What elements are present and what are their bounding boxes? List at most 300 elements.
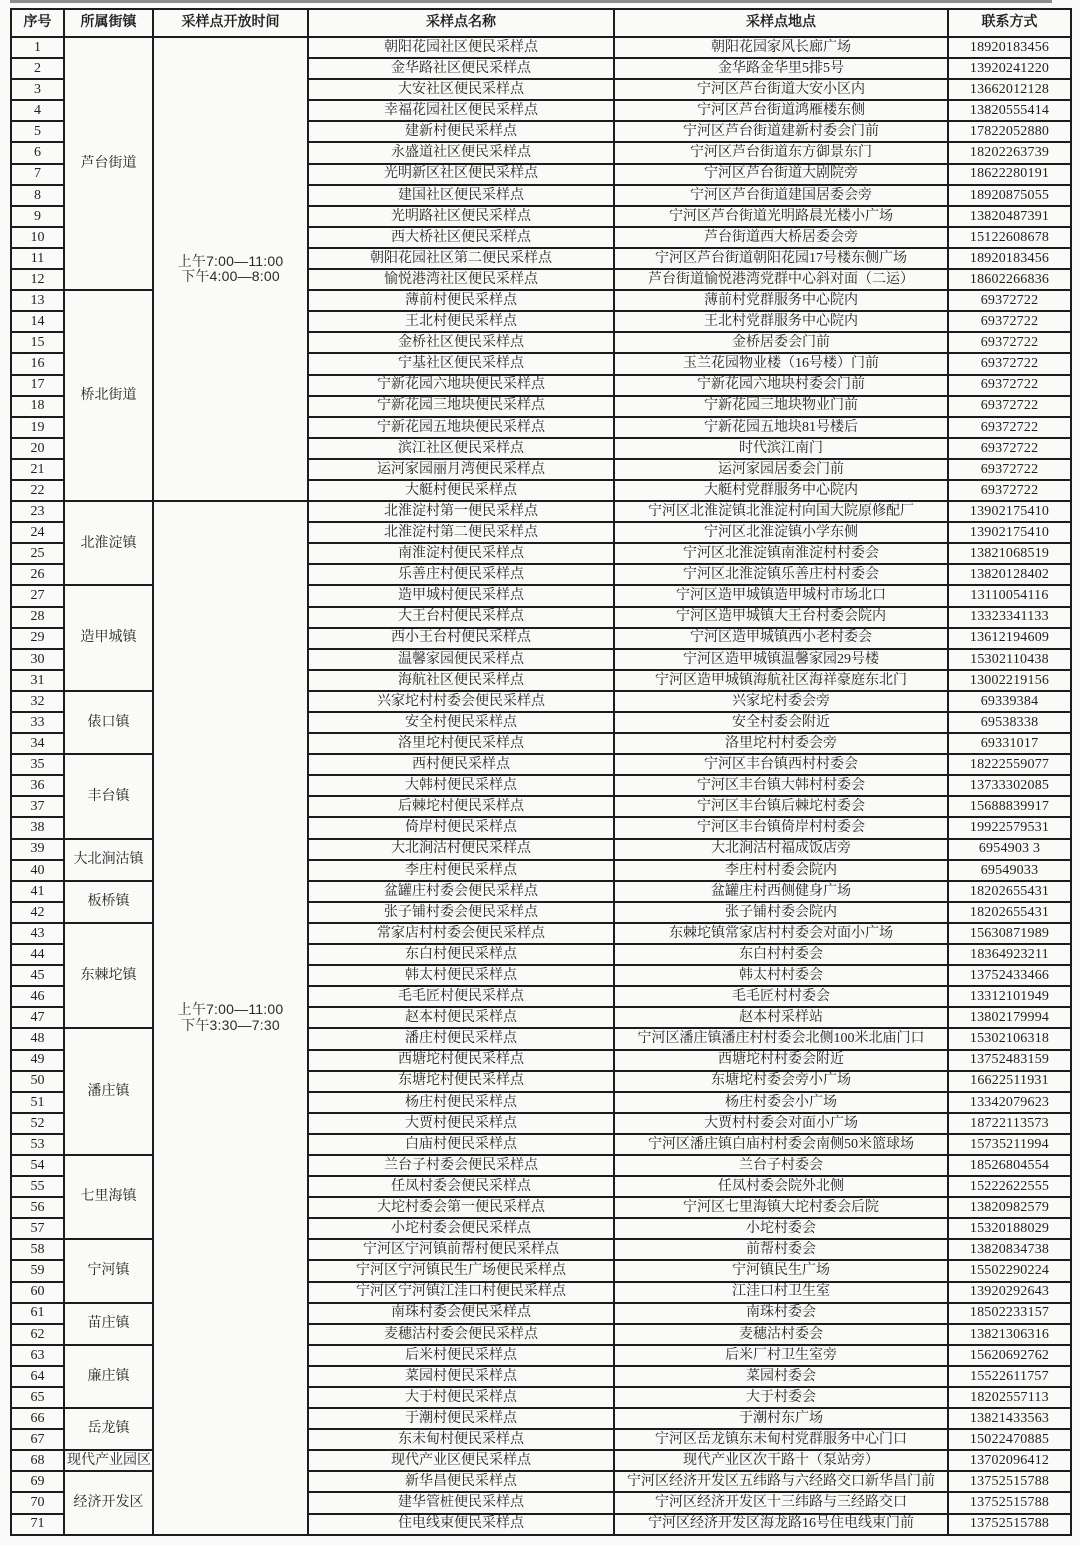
cell-location: 盆罐庄村西侧健身广场 — [614, 881, 948, 902]
cell-phone: 15735211994 — [948, 1134, 1071, 1155]
cell-index: 23 — [11, 501, 64, 522]
cell-site-name: 建新村便民采样点 — [308, 121, 614, 142]
cell-index: 33 — [11, 712, 64, 733]
cell-location: 宁河镇民生广场 — [614, 1260, 948, 1281]
cell-location: 玉兰花园物业楼（16号楼）门前 — [614, 353, 948, 374]
cell-phone: 13920292643 — [948, 1282, 1071, 1303]
cell-town: 芦台街道 — [64, 37, 153, 290]
cell-phone: 13752515788 — [948, 1514, 1071, 1535]
cell-index: 37 — [11, 796, 64, 817]
cell-index: 47 — [11, 1007, 64, 1028]
cell-phone: 15122608678 — [948, 227, 1071, 248]
cell-site-name: 大于村便民采样点 — [308, 1387, 614, 1408]
cell-phone: 18222559077 — [948, 754, 1071, 775]
cell-index: 12 — [11, 269, 64, 290]
cell-index: 28 — [11, 607, 64, 628]
cell-location: 运河家园居委会门前 — [614, 459, 948, 480]
cell-location: 宁河区芦台街道建国居委会旁 — [614, 185, 948, 206]
cell-phone: 18202655431 — [948, 902, 1071, 923]
cell-index: 52 — [11, 1113, 64, 1134]
cell-location: 宁河区造甲城镇海航社区海祥豪庭东北门 — [614, 670, 948, 691]
cell-site-name: 金桥社区便民采样点 — [308, 332, 614, 353]
cell-index: 49 — [11, 1050, 64, 1071]
cell-location: 大北涧沽村福成饭店旁 — [614, 839, 948, 860]
cell-index: 53 — [11, 1134, 64, 1155]
cell-phone: 13752433466 — [948, 965, 1071, 986]
cell-location: 金桥居委会门前 — [614, 332, 948, 353]
cell-site-name: 宁新花园五地块便民采样点 — [308, 417, 614, 438]
cell-phone: 13752515788 — [948, 1471, 1071, 1492]
cell-index: 18 — [11, 396, 64, 417]
cell-site-name: 王北村便民采样点 — [308, 311, 614, 332]
cell-site-name: 南珠村委会便民采样点 — [308, 1303, 614, 1324]
header-open-time: 采样点开放时间 — [153, 9, 308, 37]
cell-phone: 18364923211 — [948, 944, 1071, 965]
cell-phone: 69372722 — [948, 417, 1071, 438]
cell-town: 宁河镇 — [64, 1239, 153, 1302]
cell-site-name: 建国社区便民采样点 — [308, 185, 614, 206]
header-site-name: 采样点名称 — [308, 9, 614, 37]
cell-phone: 13702096412 — [948, 1450, 1071, 1471]
cell-index: 54 — [11, 1155, 64, 1176]
table-row — [11, 501, 1071, 522]
cell-site-name: 金华路社区便民采样点 — [308, 58, 614, 79]
cell-site-name: 盆罐庄村委会便民采样点 — [308, 881, 614, 902]
cell-location: 宁河区潘庄镇潘庄村村委会北侧100米北庙门口 — [614, 1028, 948, 1049]
cell-phone: 13902175410 — [948, 522, 1071, 543]
cell-phone: 18526804554 — [948, 1155, 1071, 1176]
cell-site-name: 北淮淀村第二便民采样点 — [308, 522, 614, 543]
cell-location: 赵本村采样站 — [614, 1007, 948, 1028]
cell-index: 57 — [11, 1218, 64, 1239]
cell-location: 宁新花园六地块村委会门前 — [614, 375, 948, 396]
cell-location: 李庄村村委会院内 — [614, 860, 948, 881]
cell-site-name: 东白村便民采样点 — [308, 944, 614, 965]
cell-index: 31 — [11, 670, 64, 691]
cell-index: 51 — [11, 1092, 64, 1113]
cell-site-name: 宁河区宁河镇江洼口村便民采样点 — [308, 1282, 614, 1303]
cell-index: 40 — [11, 860, 64, 881]
cell-site-name: 滨江社区便民采样点 — [308, 438, 614, 459]
cell-phone: 15302106318 — [948, 1028, 1071, 1049]
cell-site-name: 常家店村村委会便民采样点 — [308, 923, 614, 944]
cell-location: 南珠村委会 — [614, 1303, 948, 1324]
cell-site-name: 愉悦港湾社区便民采样点 — [308, 269, 614, 290]
cell-index: 13 — [11, 290, 64, 311]
cell-location: 宁河区经济开发区十三纬路与三经路交口 — [614, 1492, 948, 1513]
page-top-divider — [10, 0, 1052, 3]
cell-open-time — [153, 501, 308, 1535]
cell-site-name: 现代产业区便民采样点 — [308, 1450, 614, 1471]
cell-phone: 19922579531 — [948, 817, 1071, 838]
cell-phone: 69372722 — [948, 438, 1071, 459]
cell-index: 5 — [11, 121, 64, 142]
cell-phone: 18502233157 — [948, 1303, 1071, 1324]
cell-site-name: 后米村便民采样点 — [308, 1345, 614, 1366]
cell-site-name: 大安社区便民采样点 — [308, 79, 614, 100]
cell-site-name: 新华昌便民采样点 — [308, 1471, 614, 1492]
cell-index: 35 — [11, 754, 64, 775]
cell-location: 菜园村委会 — [614, 1366, 948, 1387]
cell-phone: 13323341133 — [948, 607, 1071, 628]
cell-location: 现代产业区次干路十（泵站旁） — [614, 1450, 948, 1471]
cell-location: 江洼口村卫生室 — [614, 1282, 948, 1303]
cell-index: 27 — [11, 585, 64, 606]
cell-town: 丰台镇 — [64, 754, 153, 838]
cell-index: 21 — [11, 459, 64, 480]
cell-index: 6 — [11, 142, 64, 163]
cell-phone: 69372722 — [948, 311, 1071, 332]
cell-town: 大北涧沽镇 — [64, 839, 153, 881]
cell-town: 桥北街道 — [64, 290, 153, 501]
cell-location: 王北村党群服务中心院内 — [614, 311, 948, 332]
cell-site-name: 东塘坨村便民采样点 — [308, 1071, 614, 1092]
cell-site-name: 毛毛匠村便民采样点 — [308, 986, 614, 1007]
cell-phone: 18722113573 — [948, 1113, 1071, 1134]
cell-town: 廉庄镇 — [64, 1345, 153, 1408]
cell-town: 俵口镇 — [64, 691, 153, 754]
cell-index: 61 — [11, 1303, 64, 1324]
cell-index: 39 — [11, 839, 64, 860]
cell-location: 张子铺村委会院内 — [614, 902, 948, 923]
cell-site-name: 宁新花园三地块便民采样点 — [308, 396, 614, 417]
cell-index: 25 — [11, 543, 64, 564]
cell-town: 北淮淀镇 — [64, 501, 153, 585]
cell-location: 大于村委会 — [614, 1387, 948, 1408]
cell-location: 东棘坨镇常家店村村委会对面小广场 — [614, 923, 948, 944]
cell-location: 宁河区丰台镇倚岸村村委会 — [614, 817, 948, 838]
cell-site-name: 李庄村便民采样点 — [308, 860, 614, 881]
cell-phone: 15630871989 — [948, 923, 1071, 944]
cell-location: 薄前村党群服务中心院内 — [614, 290, 948, 311]
cell-index: 38 — [11, 817, 64, 838]
table-row — [11, 37, 1071, 58]
cell-location: 宁河区芦台街道建新村委会门前 — [614, 121, 948, 142]
cell-site-name: 住电线束便民采样点 — [308, 1514, 614, 1535]
cell-site-name: 安全村便民采样点 — [308, 712, 614, 733]
cell-index: 55 — [11, 1176, 64, 1197]
cell-location: 宁河区芦台街道大剧院旁 — [614, 164, 948, 185]
cell-phone: 13342079623 — [948, 1092, 1071, 1113]
cell-location: 宁河区造甲城镇大王台村委会院内 — [614, 607, 948, 628]
cell-index: 3 — [11, 79, 64, 100]
cell-phone: 13752483159 — [948, 1050, 1071, 1071]
cell-phone: 69538338 — [948, 712, 1071, 733]
cell-site-name: 赵本村便民采样点 — [308, 1007, 614, 1028]
cell-location: 东白村村委会 — [614, 944, 948, 965]
cell-site-name: 北淮淀村第一便民采样点 — [308, 501, 614, 522]
cell-site-name: 温馨家园便民采样点 — [308, 649, 614, 670]
cell-phone: 13902175410 — [948, 501, 1071, 522]
cell-location: 宁河区造甲城镇温馨家园29号楼 — [614, 649, 948, 670]
cell-index: 46 — [11, 986, 64, 1007]
cell-index: 58 — [11, 1239, 64, 1260]
cell-open-time — [153, 37, 308, 501]
cell-site-name: 大北涧沽村便民采样点 — [308, 839, 614, 860]
cell-phone: 16622511931 — [948, 1071, 1071, 1092]
cell-location: 毛毛匠村村委会 — [614, 986, 948, 1007]
sampling-points-table-container — [10, 8, 1070, 1536]
table-body — [11, 37, 1071, 1535]
cell-index: 70 — [11, 1492, 64, 1513]
cell-phone: 15022470885 — [948, 1429, 1071, 1450]
cell-index: 68 — [11, 1450, 64, 1471]
cell-phone: 13110054116 — [948, 585, 1071, 606]
cell-location: 大艇村党群服务中心院内 — [614, 480, 948, 501]
open-time-morning: 上午7:00—11:00 — [177, 1001, 284, 1018]
cell-town: 潘庄镇 — [64, 1028, 153, 1155]
cell-site-name: 宁基社区便民采样点 — [308, 353, 614, 374]
cell-phone: 69372722 — [948, 375, 1071, 396]
sampling-table — [10, 8, 1072, 1536]
cell-phone: 13752515788 — [948, 1492, 1071, 1513]
cell-location: 金华路金华里5排5号 — [614, 58, 948, 79]
cell-index: 30 — [11, 649, 64, 670]
cell-phone: 69372722 — [948, 353, 1071, 374]
cell-location: 宁河区北淮淀镇乐善庄村村委会 — [614, 564, 948, 585]
cell-site-name: 于潮村便民采样点 — [308, 1408, 614, 1429]
cell-phone: 13821433563 — [948, 1408, 1071, 1429]
cell-phone: 15620692762 — [948, 1345, 1071, 1366]
cell-site-name: 永盛道社区便民采样点 — [308, 142, 614, 163]
cell-site-name: 宁河区宁河镇民生广场便民采样点 — [308, 1260, 614, 1281]
cell-location: 宁河区潘庄镇白庙村村委会南侧50米篮球场 — [614, 1134, 948, 1155]
cell-phone: 13920241220 — [948, 58, 1071, 79]
cell-location: 宁河区北淮淀镇小学东侧 — [614, 522, 948, 543]
cell-site-name: 运河家园丽月湾便民采样点 — [308, 459, 614, 480]
cell-index: 43 — [11, 923, 64, 944]
cell-location: 大贾村村委会对面小广场 — [614, 1113, 948, 1134]
cell-site-name: 薄前村便民采样点 — [308, 290, 614, 311]
cell-index: 9 — [11, 206, 64, 227]
cell-town: 苗庄镇 — [64, 1303, 153, 1345]
cell-index: 4 — [11, 100, 64, 121]
cell-index: 66 — [11, 1408, 64, 1429]
cell-phone: 18202655431 — [948, 881, 1071, 902]
cell-index: 44 — [11, 944, 64, 965]
cell-site-name: 大韩村便民采样点 — [308, 775, 614, 796]
cell-phone: 15522611757 — [948, 1366, 1071, 1387]
cell-phone: 15502290224 — [948, 1260, 1071, 1281]
cell-phone: 18920183456 — [948, 37, 1071, 58]
cell-phone: 69372722 — [948, 459, 1071, 480]
cell-phone: 13002219156 — [948, 670, 1071, 691]
cell-phone: 69339384 — [948, 691, 1071, 712]
cell-phone: 13612194609 — [948, 628, 1071, 649]
cell-location: 后米厂村卫生室旁 — [614, 1345, 948, 1366]
header-index: 序号 — [11, 9, 64, 37]
cell-location: 朝阳花园家风长廊广场 — [614, 37, 948, 58]
cell-site-name: 西塘坨村便民采样点 — [308, 1050, 614, 1071]
cell-phone: 6954903 3 — [948, 839, 1071, 860]
cell-site-name: 麦穗沽村委会便民采样点 — [308, 1324, 614, 1345]
cell-site-name: 幸福花园社区便民采样点 — [308, 100, 614, 121]
cell-site-name: 后棘坨村便民采样点 — [308, 796, 614, 817]
cell-phone: 69549033 — [948, 860, 1071, 881]
cell-site-name: 建华管桩便民采样点 — [308, 1492, 614, 1513]
cell-location: 宁河区北淮淀镇南淮淀村村委会 — [614, 543, 948, 564]
cell-index: 65 — [11, 1387, 64, 1408]
cell-town: 造甲城镇 — [64, 585, 153, 690]
cell-site-name: 兰台子村委会便民采样点 — [308, 1155, 614, 1176]
cell-index: 62 — [11, 1324, 64, 1345]
cell-phone: 18202263739 — [948, 142, 1071, 163]
cell-phone: 69372722 — [948, 396, 1071, 417]
cell-site-name: 宁河区宁河镇前帮村便民采样点 — [308, 1239, 614, 1260]
cell-location: 宁新花园三地块物业门前 — [614, 396, 948, 417]
cell-location: 于潮村东广场 — [614, 1408, 948, 1429]
cell-phone: 69372722 — [948, 480, 1071, 501]
cell-index: 34 — [11, 733, 64, 754]
cell-location: 宁河区北淮淀镇北淮淀村向国大院原修配厂 — [614, 501, 948, 522]
cell-location: 宁河区丰台镇大韩村村委会 — [614, 775, 948, 796]
cell-index: 45 — [11, 965, 64, 986]
cell-site-name: 大王台村便民采样点 — [308, 607, 614, 628]
cell-site-name: 海航社区便民采样点 — [308, 670, 614, 691]
cell-location: 宁河区芦台街道光明路晨光楼小广场 — [614, 206, 948, 227]
cell-phone: 13820982579 — [948, 1197, 1071, 1218]
cell-site-name: 兴家坨村村委会便民采样点 — [308, 691, 614, 712]
cell-site-name: 朝阳花园社区便民采样点 — [308, 37, 614, 58]
cell-phone: 13733302085 — [948, 775, 1071, 796]
cell-phone: 18202557113 — [948, 1387, 1071, 1408]
cell-site-name: 宁新花园六地块便民采样点 — [308, 375, 614, 396]
cell-location: 杨庄村委会小广场 — [614, 1092, 948, 1113]
cell-phone: 13821068519 — [948, 543, 1071, 564]
cell-index: 32 — [11, 691, 64, 712]
cell-index: 36 — [11, 775, 64, 796]
cell-phone: 69372722 — [948, 290, 1071, 311]
cell-phone: 69331017 — [948, 733, 1071, 754]
cell-location: 兴家坨村委会旁 — [614, 691, 948, 712]
cell-site-name: 东未甸村便民采样点 — [308, 1429, 614, 1450]
cell-town: 经济开发区 — [64, 1471, 153, 1534]
cell-phone: 13802179994 — [948, 1007, 1071, 1028]
cell-location: 宁河区芦台街道大安小区内 — [614, 79, 948, 100]
cell-location: 宁河区岳龙镇东未甸村党群服务中心门口 — [614, 1429, 948, 1450]
cell-location: 兰台子村委会 — [614, 1155, 948, 1176]
cell-index: 48 — [11, 1028, 64, 1049]
cell-index: 67 — [11, 1429, 64, 1450]
cell-index: 56 — [11, 1197, 64, 1218]
cell-phone: 13821306316 — [948, 1324, 1071, 1345]
cell-site-name: 白庙村便民采样点 — [308, 1134, 614, 1155]
cell-location: 宁河区芦台街道东方御景东门 — [614, 142, 948, 163]
cell-site-name: 洛里坨村便民采样点 — [308, 733, 614, 754]
cell-town: 板桥镇 — [64, 881, 153, 923]
cell-index: 7 — [11, 164, 64, 185]
header-town: 所属街镇 — [64, 9, 153, 37]
cell-location: 宁河区经济开发区五纬路与六经路交口新华昌门前 — [614, 1471, 948, 1492]
cell-site-name: 张子铺村委会便民采样点 — [308, 902, 614, 923]
cell-index: 60 — [11, 1282, 64, 1303]
cell-phone: 18622280191 — [948, 164, 1071, 185]
cell-location: 时代滨江南门 — [614, 438, 948, 459]
cell-site-name: 光明新区社区便民采样点 — [308, 164, 614, 185]
cell-town: 现代产业园区 — [64, 1450, 153, 1471]
cell-location: 任凤村委会院外北侧 — [614, 1176, 948, 1197]
cell-town: 岳龙镇 — [64, 1408, 153, 1450]
cell-phone: 15320188029 — [948, 1218, 1071, 1239]
cell-phone: 15222622555 — [948, 1176, 1071, 1197]
cell-phone: 13820834738 — [948, 1239, 1071, 1260]
cell-index: 42 — [11, 902, 64, 923]
cell-phone: 18920875055 — [948, 185, 1071, 206]
cell-location: 安全村委会附近 — [614, 712, 948, 733]
cell-site-name: 南淮淀村便民采样点 — [308, 543, 614, 564]
cell-index: 11 — [11, 248, 64, 269]
cell-site-name: 大坨村委会第一便民采样点 — [308, 1197, 614, 1218]
cell-phone: 17822052880 — [948, 121, 1071, 142]
header-location: 采样点地点 — [614, 9, 948, 37]
cell-location: 芦台街道西大桥居委会旁 — [614, 227, 948, 248]
cell-index: 2 — [11, 58, 64, 79]
cell-index: 26 — [11, 564, 64, 585]
cell-phone: 15688839917 — [948, 796, 1071, 817]
cell-index: 10 — [11, 227, 64, 248]
cell-location: 宁河区七里海镇大坨村委会后院 — [614, 1197, 948, 1218]
cell-site-name: 菜园村便民采样点 — [308, 1366, 614, 1387]
cell-site-name: 倚岸村便民采样点 — [308, 817, 614, 838]
cell-phone: 18920183456 — [948, 248, 1071, 269]
cell-site-name: 大艇村便民采样点 — [308, 480, 614, 501]
cell-town: 东棘坨镇 — [64, 923, 153, 1028]
cell-location: 小坨村委会 — [614, 1218, 948, 1239]
cell-site-name: 光明路社区便民采样点 — [308, 206, 614, 227]
cell-phone: 69372722 — [948, 332, 1071, 353]
cell-location: 西塘坨村村委会附近 — [614, 1050, 948, 1071]
cell-site-name: 乐善庄村便民采样点 — [308, 564, 614, 585]
cell-town: 七里海镇 — [64, 1155, 153, 1239]
cell-site-name: 西小王台村便民采样点 — [308, 628, 614, 649]
cell-location: 东塘坨村委会旁小广场 — [614, 1071, 948, 1092]
open-time-afternoon: 下午3:30—7:30 — [181, 1016, 280, 1033]
open-time-morning: 上午7:00—11:00 — [177, 252, 284, 269]
cell-site-name: 西大桥社区便民采样点 — [308, 227, 614, 248]
cell-site-name: 杨庄村便民采样点 — [308, 1092, 614, 1113]
cell-index: 19 — [11, 417, 64, 438]
cell-phone: 15302110438 — [948, 649, 1071, 670]
cell-index: 8 — [11, 185, 64, 206]
cell-index: 22 — [11, 480, 64, 501]
cell-index: 64 — [11, 1366, 64, 1387]
table-header-row — [11, 9, 1071, 37]
cell-location: 宁河区丰台镇西村村委会 — [614, 754, 948, 775]
cell-location: 麦穗沽村委会 — [614, 1324, 948, 1345]
cell-phone: 13820555414 — [948, 100, 1071, 121]
open-time-afternoon: 下午4:00—8:00 — [181, 268, 280, 285]
cell-index: 50 — [11, 1071, 64, 1092]
cell-location: 芦台街道愉悦港湾党群中心斜对面（二运） — [614, 269, 948, 290]
cell-index: 15 — [11, 332, 64, 353]
cell-index: 29 — [11, 628, 64, 649]
header-phone: 联系方式 — [948, 9, 1071, 37]
cell-location: 韩太村村委会 — [614, 965, 948, 986]
cell-phone: 18602266836 — [948, 269, 1071, 290]
cell-index: 17 — [11, 375, 64, 396]
cell-site-name: 大贾村便民采样点 — [308, 1113, 614, 1134]
cell-phone: 13312101949 — [948, 986, 1071, 1007]
cell-site-name: 小坨村委会便民采样点 — [308, 1218, 614, 1239]
cell-location: 宁河区丰台镇后棘坨村委会 — [614, 796, 948, 817]
cell-index: 63 — [11, 1345, 64, 1366]
cell-location: 宁河区造甲城镇造甲城村市场北口 — [614, 585, 948, 606]
cell-location: 宁河区经济开发区海龙路16号住电线束门前 — [614, 1514, 948, 1535]
cell-site-name: 韩太村便民采样点 — [308, 965, 614, 986]
cell-site-name: 任凤村委会便民采样点 — [308, 1176, 614, 1197]
cell-site-name: 西村便民采样点 — [308, 754, 614, 775]
cell-location: 宁新花园五地块81号楼后 — [614, 417, 948, 438]
